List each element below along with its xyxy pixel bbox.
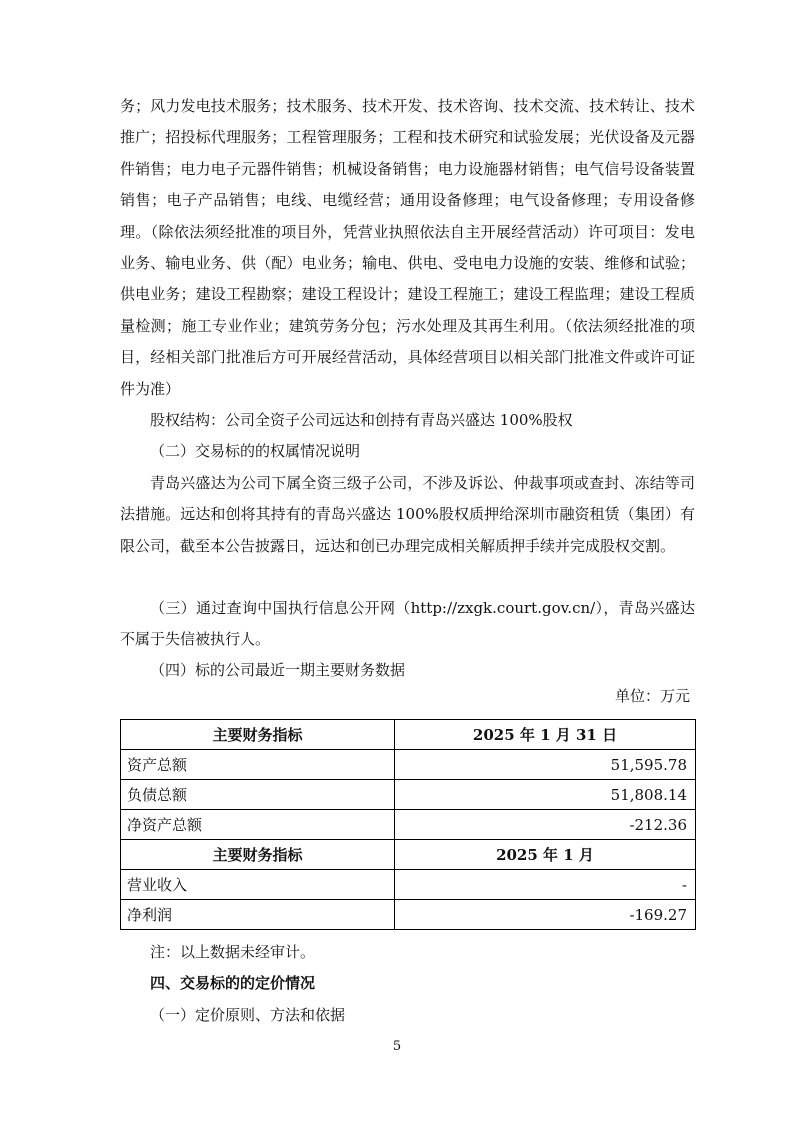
page-number: 5 (392, 1039, 402, 1054)
table-cell-label: 营业收入 (121, 870, 395, 900)
business-scope-paragraph: 务；风力发电技术服务；技术服务、技术开发、技术咨询、技术交流、技术转让、技术推广；招投标代理服务；工程管理服务；工程和技术研究和试验发展；光伏设备及元器件销售；电力电子元器件销售；机械设备销售；电力设施器材销售；电气信号设备装置销售；电子产品销售；电线、电缆经营；通用设备修理；电气设备修理；专用设备修理。（除依法须经批准的项目外，凭营业执照依法自主开展经营活动）许可项目：发电业务、输电业务、供（配）电业务；输电、供电、受电电力设施的安装、维修和试验；供电业务；建设工程勘察；建设工程设计；建设工程施工；建设工程监理；建设工程质量检测；施工专业作业；建筑劳务分包；污水处理及其再生利用。（依法须经批准的项目，经相关部门批准后方可开展经营活动，具体经营项目以相关部门批准文件或许可证件为准） (120, 97, 695, 398)
section-heading-ownership: （二）交易标的的权属情况说明 (150, 442, 361, 460)
table-row (121, 870, 696, 900)
table-note: 注：以上数据未经审计。 (150, 943, 316, 961)
table-cell-value: -212.36 (395, 810, 696, 840)
equity-structure-paragraph: 股权结构：公司全资子公司远达和创持有青岛兴盛达 100%股权 (150, 411, 573, 429)
table-header-cell: 主要财务指标 (121, 840, 395, 870)
table-cell-label: 负债总额 (121, 780, 395, 810)
table-cell-label: 净资产总额 (121, 810, 395, 840)
section-heading-pricing: 四、交易标的的定价情况 (150, 974, 316, 992)
table-cell-value: - (395, 870, 696, 900)
section-heading-financials: （四）标的公司最近一期主要财务数据 (150, 661, 406, 679)
table-cell-value: -169.27 (395, 900, 696, 930)
subsection-heading-pricing-principles: （一）定价原则、方法和依据 (150, 1006, 346, 1024)
table-cell-value: 51,595.78 (395, 750, 696, 780)
table-header-row (121, 720, 696, 750)
unit-label: 单位：万元 (614, 687, 690, 705)
table-cell-value: 51,808.14 (395, 780, 696, 810)
table-cell-label: 净利润 (121, 900, 395, 930)
credit-check-paragraph: （三）通过查询中国执行信息公开网（http://zxgk.court.gov.cn/），青岛兴盛达不属于失信被执行人。 (120, 599, 695, 649)
table-header-cell: 主要财务指标 (121, 720, 395, 750)
table-row (121, 780, 696, 810)
table-row (121, 750, 696, 780)
table-cell-label: 资产总额 (121, 750, 395, 780)
table-header-cell: 2025 年 1 月 31 日 (395, 720, 696, 750)
ownership-paragraph: 青岛兴盛达为公司下属全资三级子公司，不涉及诉讼、仲裁事项或查封、冻结等司法措施。远达和创将其持有的青岛兴盛达 100%股权质押给深圳市融资租赁（集团）有限公司，截至本公告披露日，远达和创已办理完成相关解质押手续并完成股权交割。 (120, 474, 695, 555)
table-header-row (121, 840, 696, 870)
table-row (121, 810, 696, 840)
financial-data-table (120, 719, 696, 930)
table-header-cell: 2025 年 1 月 (395, 840, 696, 870)
table-row (121, 900, 696, 930)
